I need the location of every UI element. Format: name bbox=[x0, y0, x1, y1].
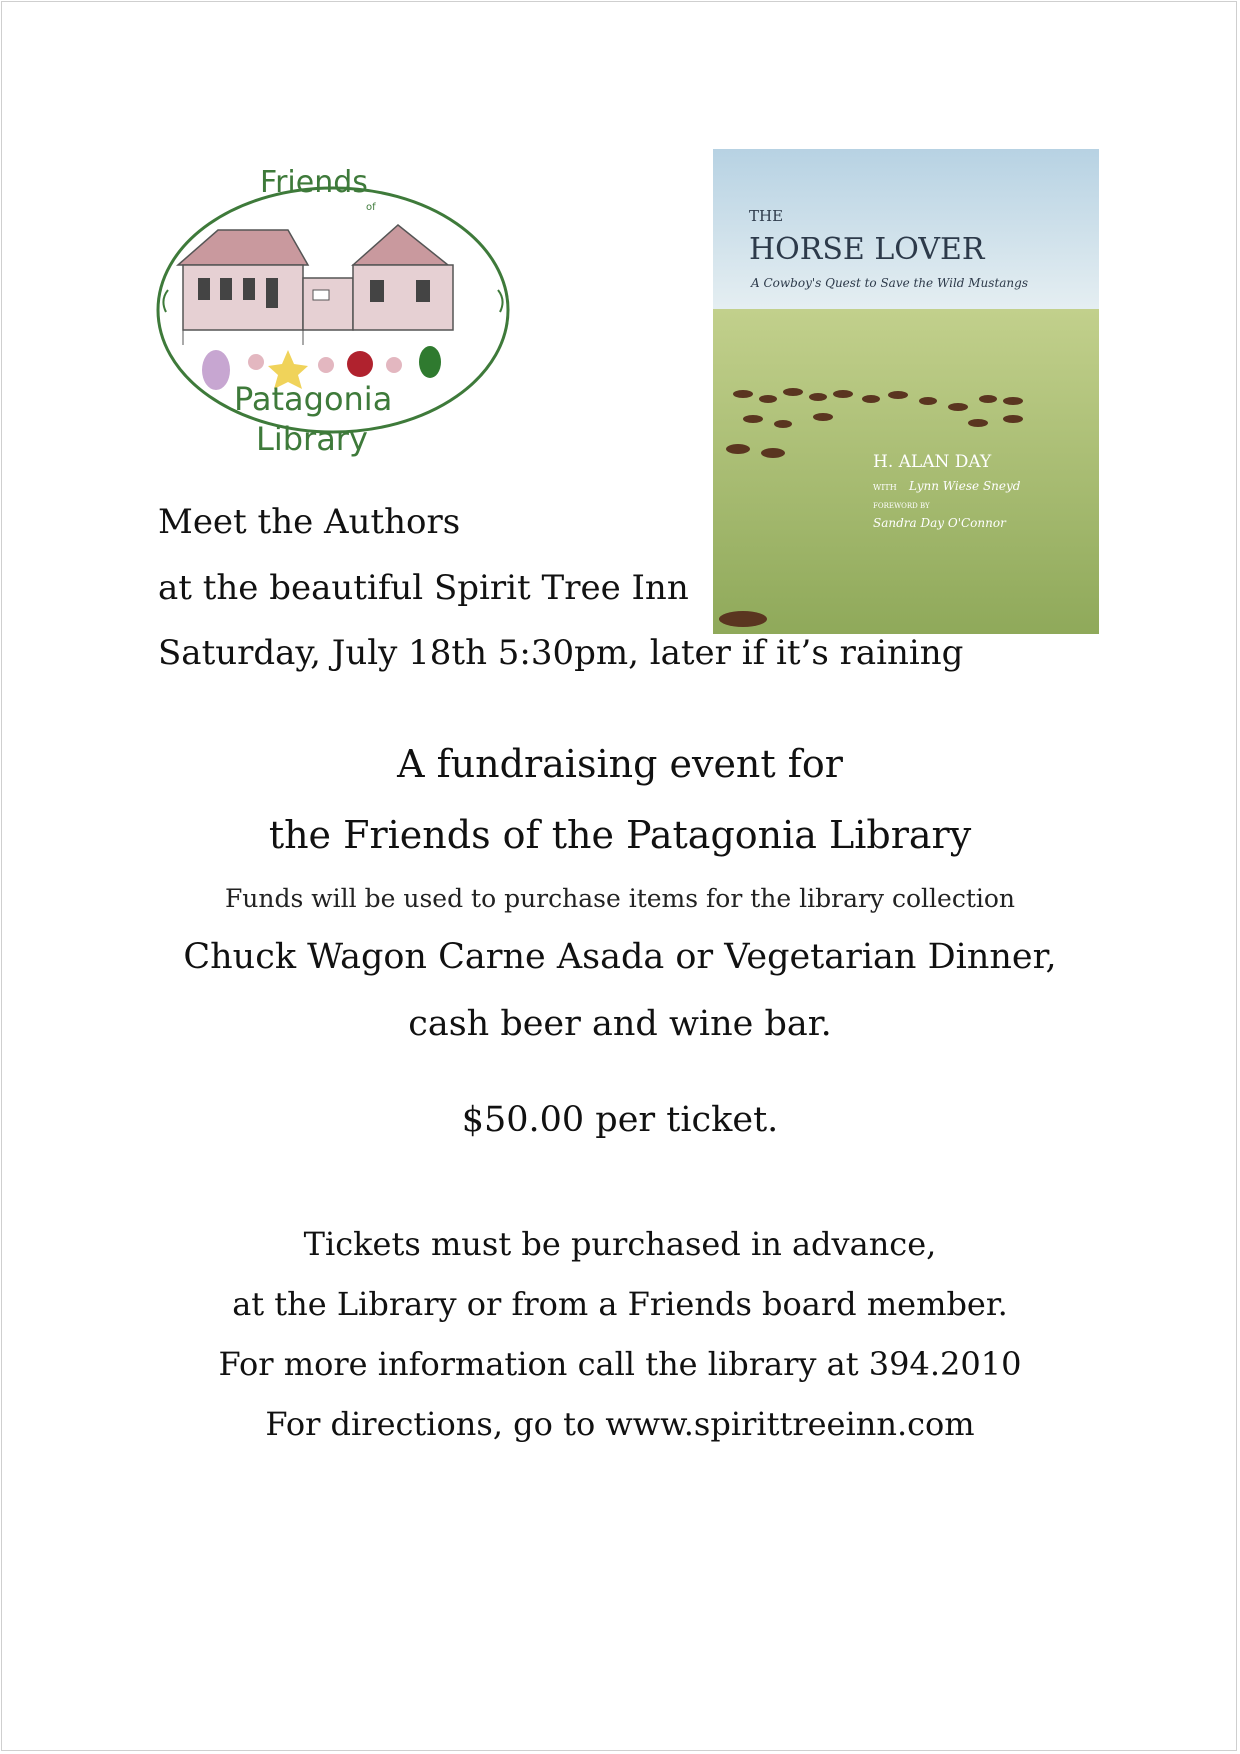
headline-friends-library: the Friends of the Patagonia Library bbox=[268, 813, 972, 857]
house-illustration bbox=[178, 225, 453, 345]
cover-foreword-author: Sandra Day O'Connor bbox=[873, 516, 1006, 530]
friends-of-patagonia-library-logo bbox=[148, 150, 518, 480]
cover-coauthor: Lynn Wiese Sneyd bbox=[909, 479, 1021, 493]
logo-word-library: Library bbox=[256, 420, 368, 458]
funds-note: Funds will be used to purchase items for the library collection bbox=[224, 884, 1016, 913]
tickets-line-phone: For more information call the library at 394.2010 bbox=[218, 1345, 1022, 1383]
cover-the: THE bbox=[749, 207, 784, 225]
cover-with-label: WITH bbox=[873, 483, 897, 492]
ticket-price: $50.00 per ticket. bbox=[461, 1100, 779, 1140]
book-cover-image bbox=[713, 149, 1099, 634]
dinner-line-1: Chuck Wagon Carne Asada or Vegetarian Dinner, bbox=[183, 937, 1057, 977]
tickets-line-advance: Tickets must be purchased in advance, bbox=[303, 1225, 937, 1263]
cover-title: HORSE LOVER bbox=[749, 232, 985, 267]
logo-word-of: of bbox=[366, 202, 376, 213]
cover-foreword-label: FOREWORD BY bbox=[873, 502, 930, 510]
intro-line-venue: at the beautiful Spirit Tree Inn bbox=[158, 568, 689, 608]
logo-word-patagonia: Patagonia bbox=[234, 380, 393, 418]
cover-subtitle: A Cowboy's Quest to Save the Wild Mustangs bbox=[751, 276, 1028, 290]
intro-line-date: Saturday, July 18th 5:30pm, later if it’s raining bbox=[158, 633, 964, 673]
headline-fundraising: A fundraising event for bbox=[397, 742, 843, 786]
intro-line-meet-authors: Meet the Authors bbox=[158, 502, 461, 542]
dinner-line-2: cash beer and wine bar. bbox=[408, 1004, 832, 1044]
tickets-line-where: at the Library or from a Friends board member. bbox=[232, 1285, 1008, 1323]
logo-word-friends: Friends bbox=[260, 165, 368, 200]
cover-author: H. ALAN DAY bbox=[873, 452, 992, 472]
tickets-line-website: For directions, go to www.spirittreeinn.com bbox=[265, 1405, 975, 1443]
